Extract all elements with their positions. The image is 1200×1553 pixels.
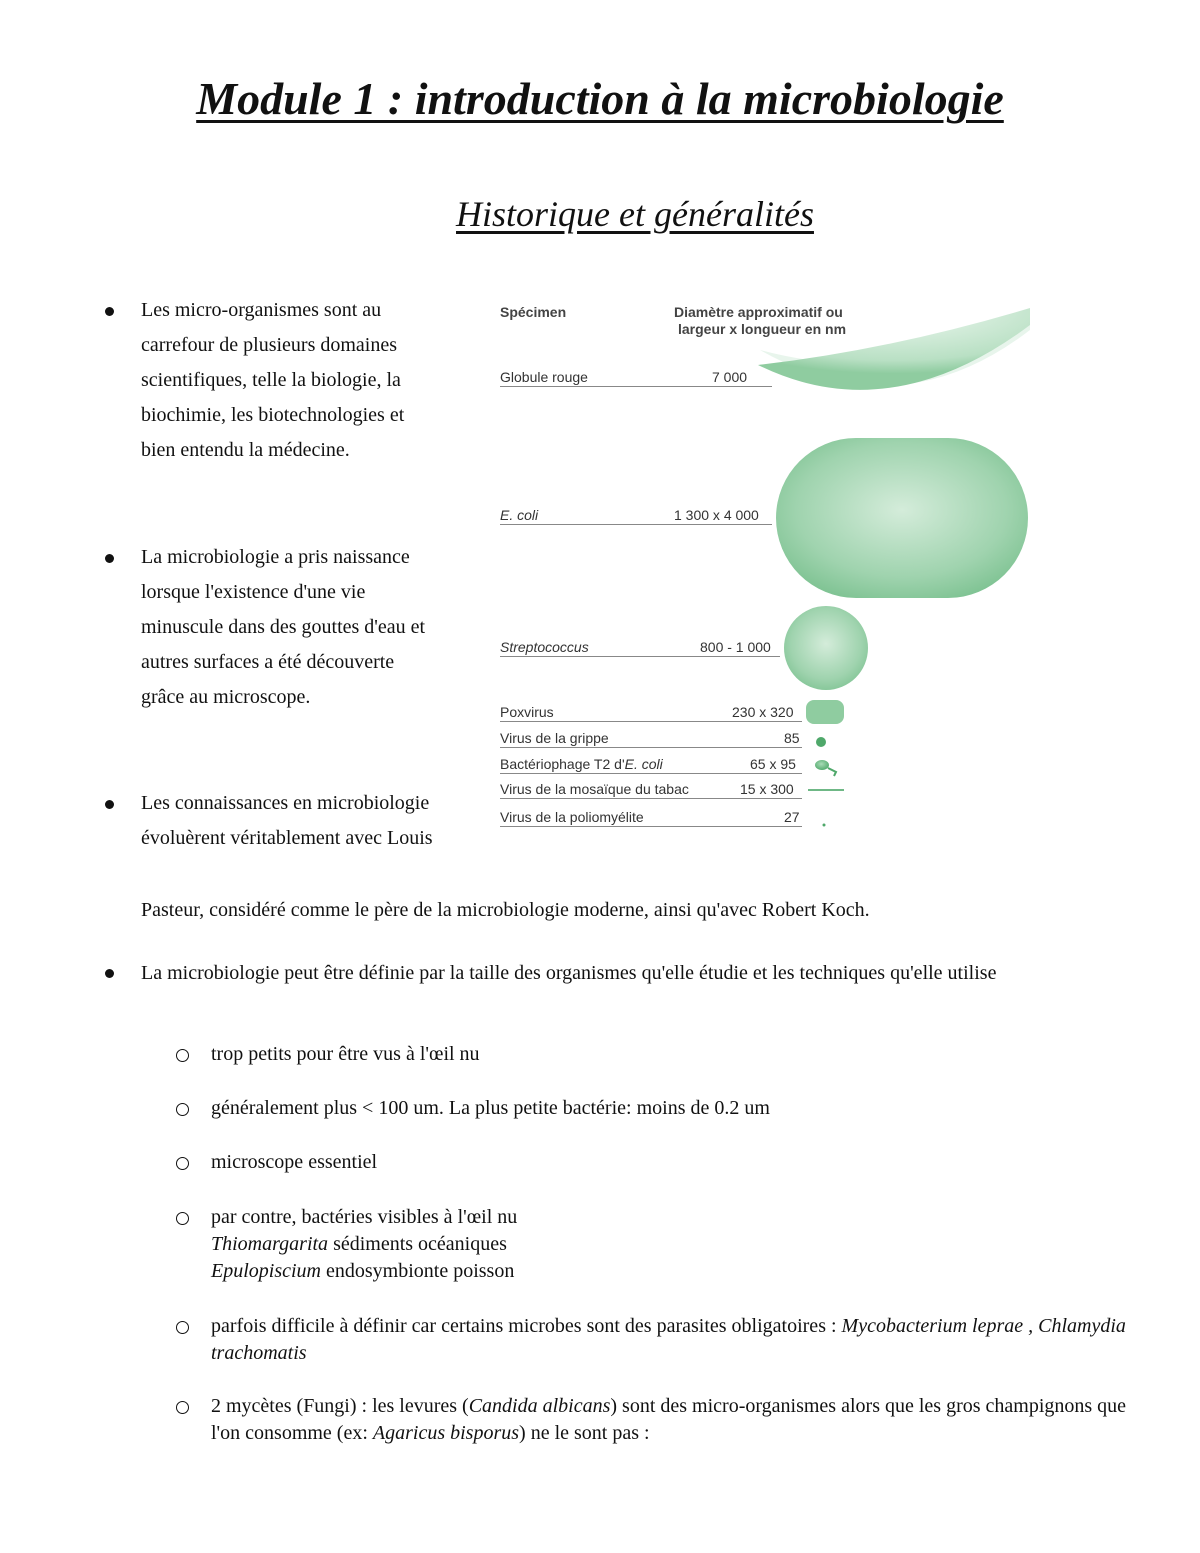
row-divider — [500, 798, 802, 799]
e-coli-shape — [776, 438, 1028, 598]
specimen-size: 7 000 — [712, 369, 748, 385]
row-divider — [500, 773, 802, 774]
size-comparison-figure — [490, 290, 1050, 850]
poxvirus-shape — [806, 700, 844, 724]
row-divider — [500, 747, 802, 748]
page-subtitle: Historique et généralités — [456, 194, 814, 234]
sub-item-6-text: ) ne le sont pas : — [519, 1422, 650, 1444]
specimen-name: Globule rouge — [500, 369, 588, 385]
row-divider — [500, 721, 802, 722]
bullet-1: Les micro-organismes sont au carrefour de plusieurs domaines scientifiques, telle la biologie, la biochimie, les biotechnologies et bien entendu la médecine. — [141, 299, 405, 461]
page-title: Module 1 : introduction à la microbiologie — [196, 73, 1004, 124]
figure-col1-header: Spécimen — [500, 304, 567, 320]
bacteriophage-tail — [828, 768, 836, 776]
specimen-name: E. coli — [500, 507, 539, 523]
bullet-3-part1: Les connaissances en microbiologie évoluèrent véritablement avec Louis — [141, 792, 433, 849]
bullet-dot — [105, 307, 114, 316]
poliovirus-shape — [823, 824, 826, 827]
specimen-name — [500, 756, 663, 772]
bullet-4: La microbiologie peut être définie par la taille des organismes qu'elle étudie et les techniques qu'elle utilise — [141, 962, 997, 984]
sub-item-5 — [211, 1313, 1141, 1367]
sub-item-5-text: parfois difficile à définir car certains microbes sont des parasites obligatoires : — [211, 1315, 842, 1337]
genus-thiomargarita: Thiomargarita — [211, 1233, 329, 1255]
sub-bullet — [176, 1401, 189, 1414]
specimen-size: 1 300 x 4 000 — [674, 507, 759, 523]
bullet-dot — [105, 800, 114, 809]
row-divider — [500, 386, 772, 387]
specimen-size: 15 x 300 — [740, 781, 794, 797]
sub-bullet — [176, 1212, 189, 1225]
specimen-size: 230 x 320 — [732, 704, 794, 720]
specimen-size: 800 - 1 000 — [700, 639, 771, 655]
sub-item-6 — [211, 1393, 1141, 1447]
genus-epulopiscium: Epulopiscium — [211, 1260, 321, 1282]
specimen-size: 27 — [784, 809, 800, 825]
specimen-name: Virus de la poliomyélite — [500, 809, 644, 825]
bullet-dot — [105, 969, 114, 978]
influenza-virus-shape — [816, 737, 826, 747]
bacteriophage-head — [815, 760, 829, 770]
sub-bullet — [176, 1321, 189, 1334]
specimen-name-host: E. coli — [624, 756, 663, 772]
sub-item-3: microscope essentiel — [211, 1151, 378, 1173]
habitat-text: endosymbionte poisson — [321, 1260, 515, 1282]
row-divider — [500, 826, 802, 827]
sub-item-4-line3 — [211, 1258, 1141, 1285]
specimen-name: Virus de la grippe — [500, 730, 609, 746]
specimen-name: Streptococcus — [500, 639, 589, 655]
streptococcus-shape — [784, 606, 868, 690]
row-divider — [500, 656, 780, 657]
habitat-text: sédiments océaniques — [328, 1233, 507, 1255]
species-candida: Candida albicans — [468, 1395, 611, 1417]
sub-item-6-text: ) sont des micro-organismes alors que les gros champignons que l'on consomme (ex: — [211, 1395, 1127, 1444]
specimen-name: Virus de la mosaïque du tabac — [500, 781, 689, 797]
sub-item-1: trop petits pour être vus à l'œil nu — [211, 1043, 480, 1065]
specimen-size: 85 — [784, 730, 800, 746]
sub-item-4-line1: par contre, bactéries visibles à l'œil nu — [211, 1206, 518, 1228]
figure-col2-header-line1: Diamètre approximatif ou — [674, 304, 843, 320]
sub-item-2: généralement plus < 100 um. La plus petite bactérie: moins de 0.2 um — [211, 1097, 770, 1119]
sub-item-6-text: 2 mycètes (Fungi) : les levures ( — [211, 1395, 469, 1417]
bullet-3-part2: Pasteur, considéré comme le père de la microbiologie moderne, ainsi qu'avec Robert Koch. — [141, 899, 870, 921]
bullet-dot — [105, 554, 114, 563]
sub-item-4 — [211, 1204, 1141, 1285]
species-agaricus: Agaricus bisporus — [372, 1422, 520, 1444]
bullet-2: La microbiologie a pris naissance lorsque l'existence d'une vie minuscule dans des gouttes d'eau et autres surfaces a été découverte grâce au microscope. — [141, 546, 426, 708]
sub-item-4-line2 — [211, 1231, 1141, 1258]
sub-bullet — [176, 1103, 189, 1116]
sub-bullet — [176, 1157, 189, 1170]
row-divider — [500, 524, 772, 525]
specimen-size: 65 x 95 — [750, 756, 796, 772]
sub-bullet — [176, 1049, 189, 1062]
figure-col2-header-line2: largeur x longueur en nm — [678, 321, 847, 337]
specimen-name-part: Bactériophage T2 d' — [500, 756, 625, 772]
sub-item-5-species: Mycobacterium leprae , Chlamydia trachomatis — [211, 1315, 1126, 1364]
specimen-name: Poxvirus — [500, 704, 554, 720]
